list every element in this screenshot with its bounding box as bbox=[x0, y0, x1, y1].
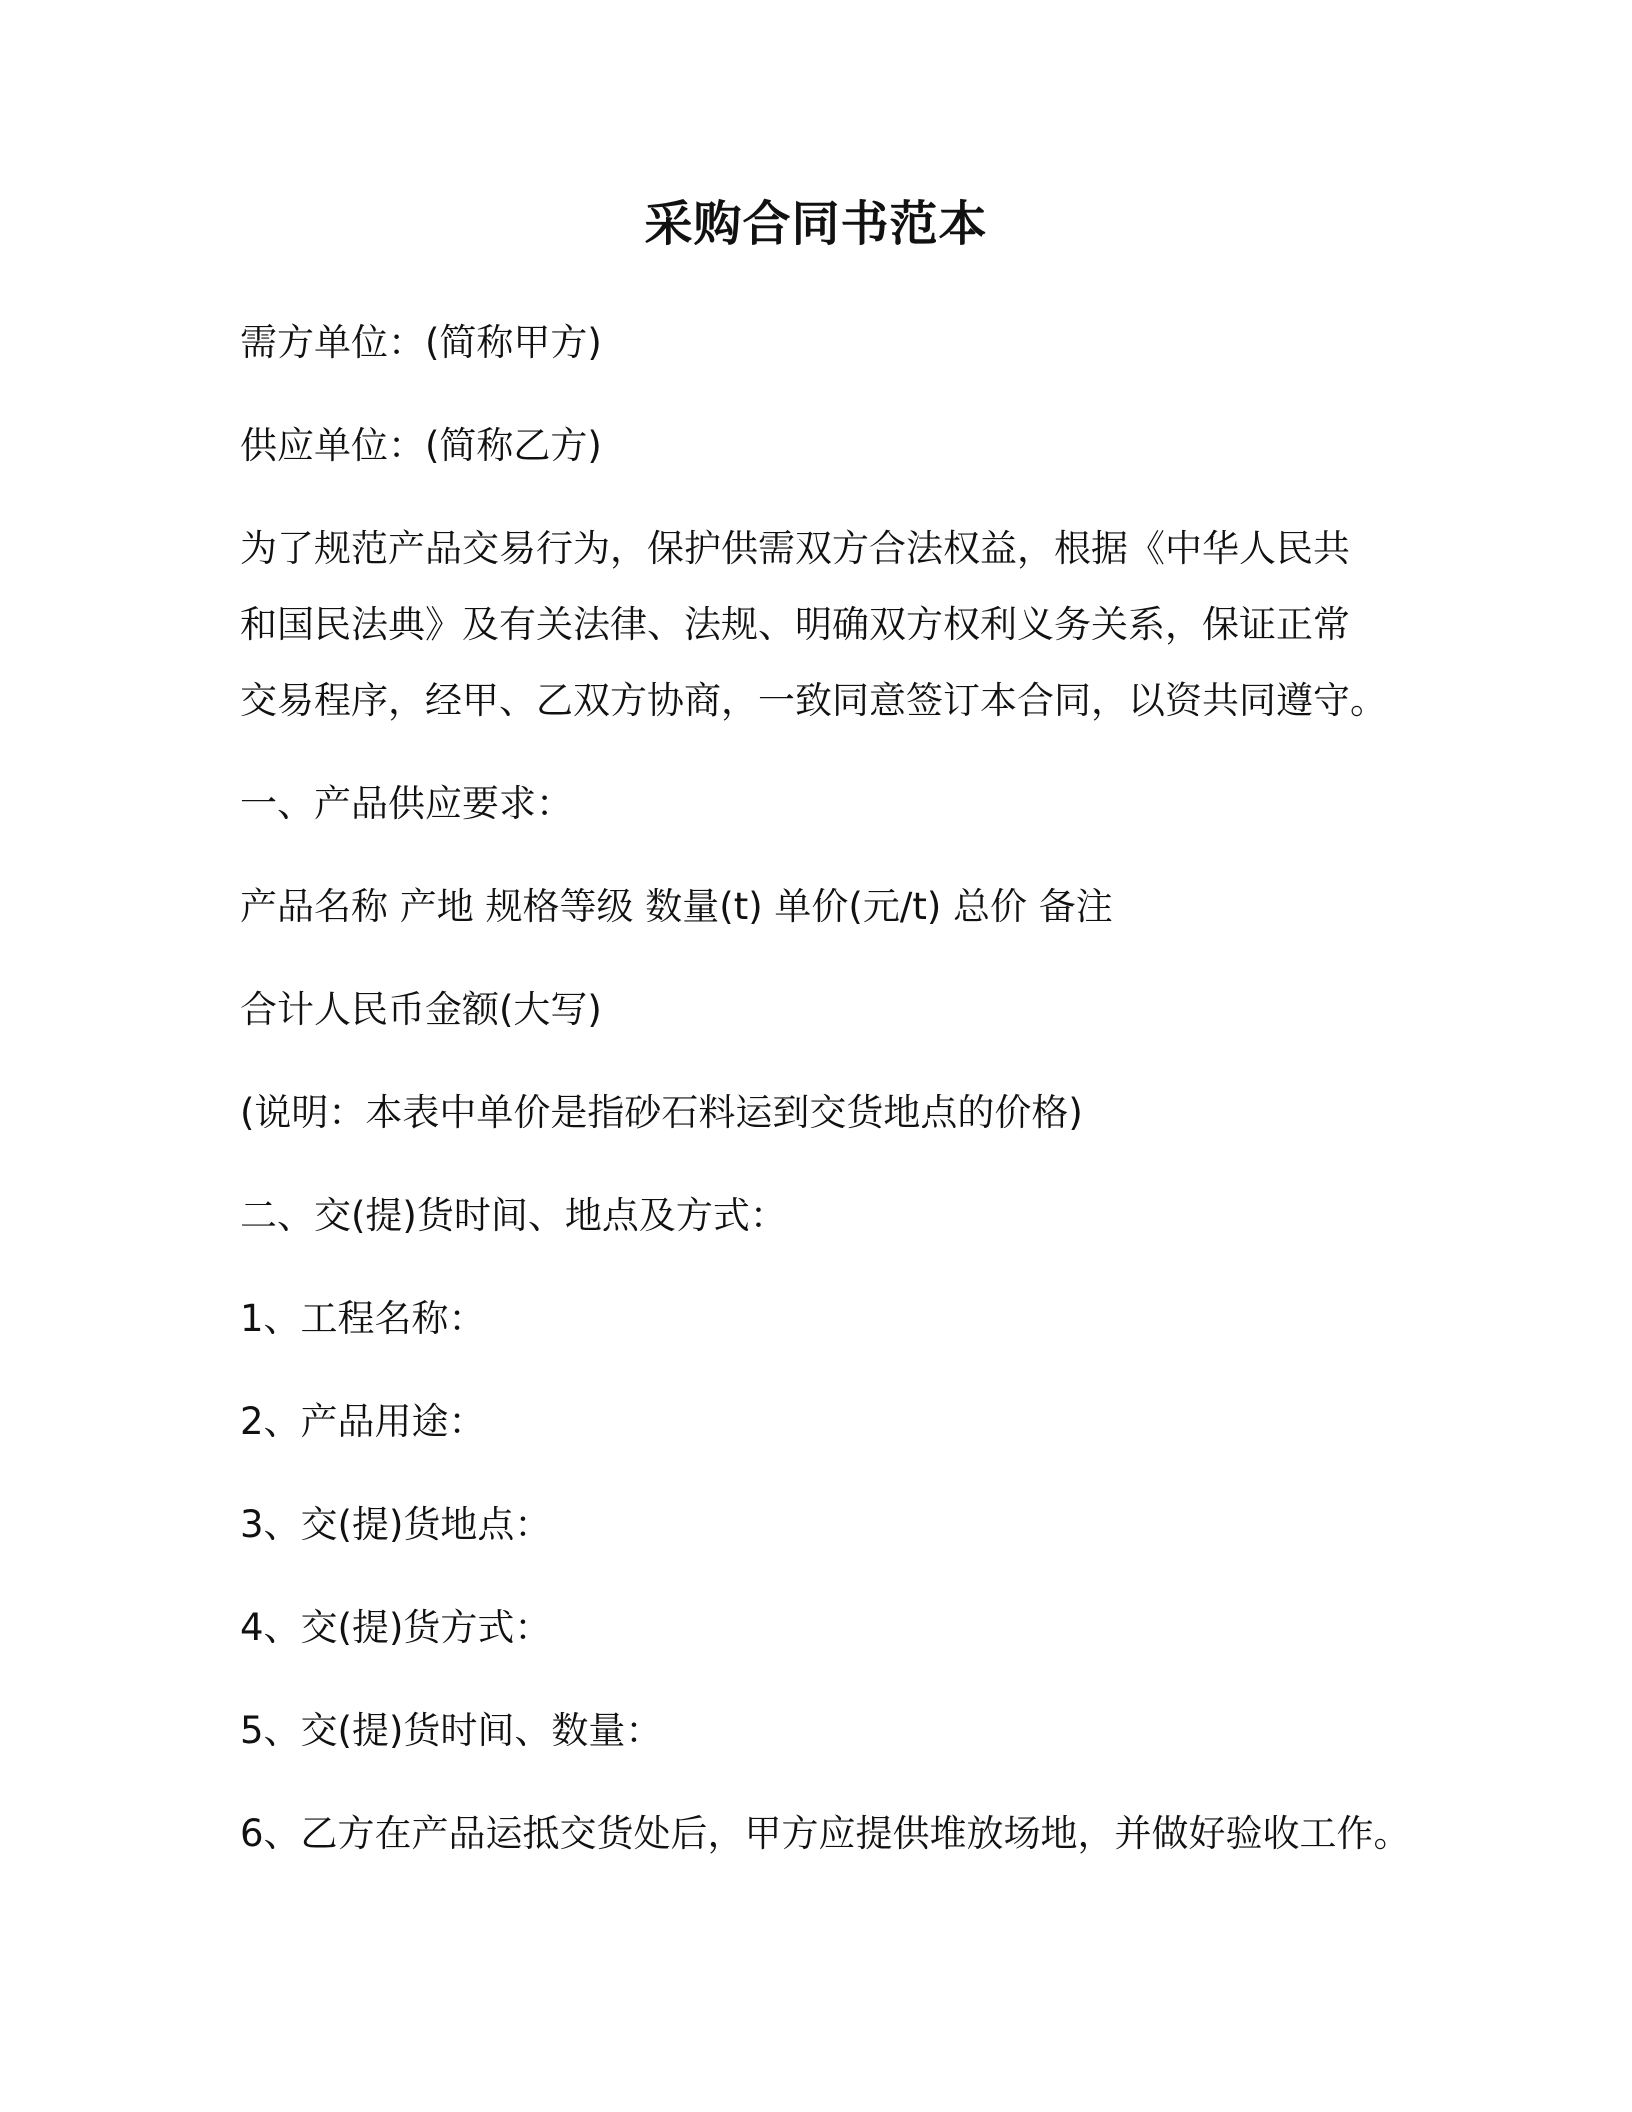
section2-heading: 二、交(提)货时间、地点及方式： bbox=[240, 1194, 787, 1237]
delivery-item-location: 3、交(提)货地点： bbox=[240, 1503, 552, 1546]
document-body bbox=[240, 305, 1460, 1872]
preamble-paragraph bbox=[240, 511, 1460, 739]
total-amount-line: 合计人民币金额(大写) bbox=[240, 988, 602, 1031]
delivery-item-acceptance: 6、乙方在产品运抵交货处后，甲方应提供堆放场地，并做好验收工作。 bbox=[240, 1812, 1411, 1855]
delivery-item-project-name: 1、工程名称： bbox=[240, 1297, 486, 1340]
price-note: (说明：本表中单价是指砂石料运到交货地点的价格) bbox=[240, 1091, 1083, 1134]
document-title: 采购合同书范本 bbox=[644, 196, 988, 252]
delivery-item-product-use: 2、产品用途： bbox=[240, 1400, 486, 1443]
preamble-line: 和国民法典》及有关法律、法规、明确双方权利义务关系，保证正常 bbox=[240, 603, 1350, 646]
section1-heading: 一、产品供应要求： bbox=[240, 782, 573, 825]
buyer-party-line: 需方单位：(简称甲方) bbox=[240, 321, 602, 364]
preamble-line: 交易程序，经甲、乙双方协商，一致同意签订本合同，以资共同遵守。 bbox=[240, 679, 1387, 722]
preamble-line: 为了规范产品交易行为，保护供需双方合法权益，根据《中华人民共 bbox=[240, 527, 1350, 570]
delivery-item-time-quantity: 5、交(提)货时间、数量： bbox=[240, 1709, 663, 1752]
supplier-party-line: 供应单位：(简称乙方) bbox=[240, 424, 602, 467]
delivery-item-method: 4、交(提)货方式： bbox=[240, 1606, 552, 1649]
product-table-header: 产品名称 产地 规格等级 数量(t) 单价(元/t) 总价 备注 bbox=[240, 885, 1113, 928]
